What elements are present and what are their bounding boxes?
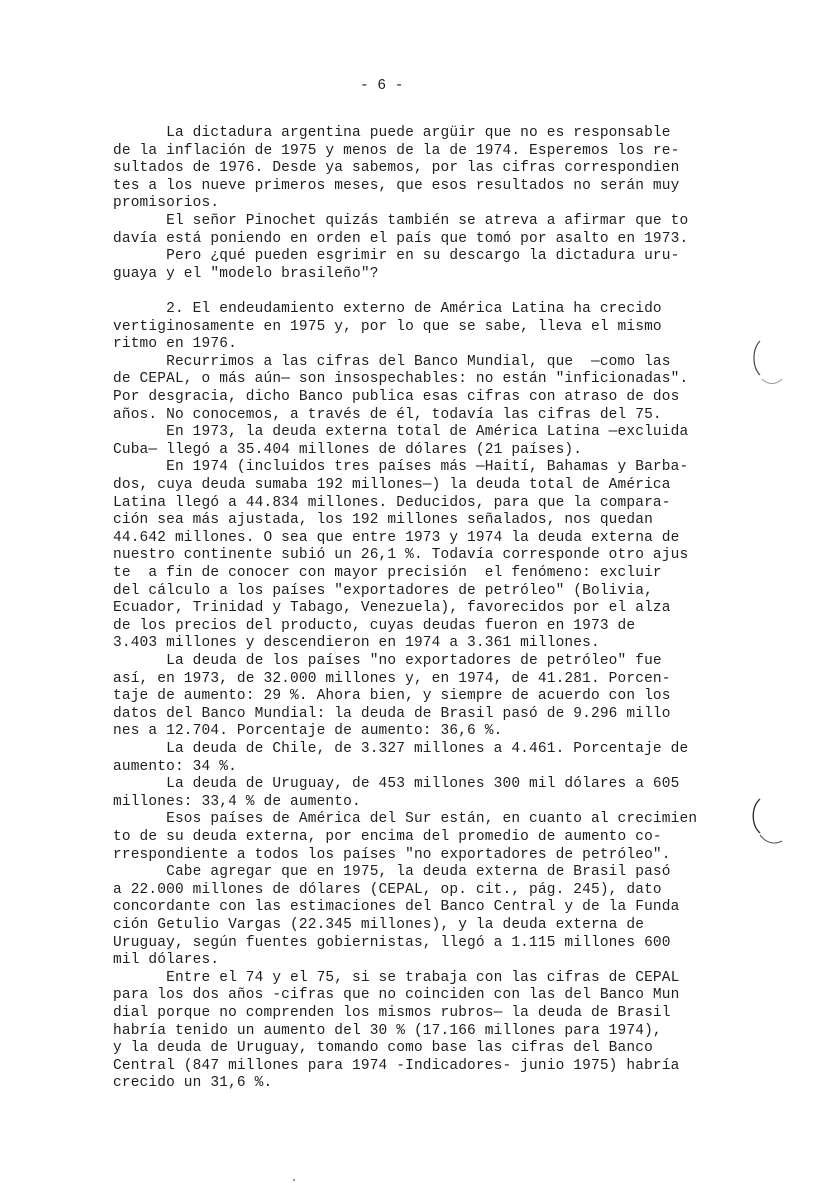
text-line: Pero ¿qué pueden esgrimir en su descargo la dictadura uru- [113,248,680,265]
text-line: taje de aumento: 29 %. Ahora bien, y siempre de acuerdo con los [113,688,671,705]
text-line: En 1973, la deuda externa total de América Latina —excluida [113,424,689,441]
page-number: - 6 - [360,78,404,94]
text-line: dial porque no comprenden los mismos rubros— la deuda de Brasil [113,1005,671,1021]
text-line: de la inflación de 1975 y menos de la de 1974. Esperemos los re- [113,142,680,159]
text-line: 44.642 millones. O sea que entre 1973 y 1974 la deuda externa de [113,529,680,546]
text-line: y la deuda de Uruguay, tomando como base las cifras del Banco [113,1040,653,1057]
text-line: El señor Pinochet quizás también se atreva a afirmar que to [113,213,689,229]
text-line: de CEPAL, o más aún— son insospechables: no están "inficionadas". [113,371,689,388]
text-line: datos del Banco Mundial: la deuda de Brasil pasó de 9.296 millo [113,705,671,722]
text-line: to de su deuda externa, por encima del promedio de aumento co- [113,829,662,845]
text-line: Cabe agregar que en 1975, la deuda externa de Brasil pasó [113,864,671,881]
text-line: davía está poniendo en orden el país que tomó por asalto en 1973. [113,230,689,247]
text-line: La deuda de Uruguay, de 453 millones 300 mil dólares a 605 [113,776,680,793]
text-line: de los precios del producto, cuyas deudas fueron en 1973 de [113,617,636,634]
text-line: Cuba— llegó a 35.404 millones de dólares (21 países). [113,441,583,458]
text-line: La deuda de los países "no exportadores de petróleo" fue [113,653,662,669]
text-line: guaya y el "modelo brasileño"? [113,265,379,282]
text-line: años. No conocemos, a través de él, todavía las cifras del 75. [113,406,662,423]
text-line: Central (847 millones para 1974 -Indicadores- junio 1975) habría [113,1057,680,1074]
text-line: para los dos años -cifras que no coinciden con las del Banco Mun [113,987,680,1004]
text-line: nuestro continente subió un 26,1 %. Todavía corresponde otro ajus [113,547,689,564]
text-line: tes a los nueve primeros meses, que esos resultados no serán muy [113,177,680,194]
text-line: a 22.000 millones de dólares (CEPAL, op. cit., pág. 245), dato [113,881,662,898]
text-line: sultados de 1976. Desde ya sabemos, por las cifras correspondien [113,160,680,177]
text-line: habría tenido un aumento del 30 % (17.166 millones para 1974), [113,1022,662,1039]
text-line: Ecuador, Trinidad y Tabago, Venezuela), favorecidos por el alza [113,600,671,617]
text-line: aumento: 34 %. [113,758,237,775]
text-line: del cálculo a los países "exportadores de petróleo" (Bolivia, [113,582,653,599]
text-line: promisorios. [113,195,220,212]
margin-bracket-mark-upper [748,335,788,395]
text-line: La dictadura argentina puede argüir que no es responsable [113,125,671,141]
text-line: Recurrimos a las cifras del Banco Mundial, que —como las [113,353,671,370]
margin-bracket-mark-lower [748,795,788,851]
text-line: Esos países de América del Sur están, en cuanto al crecimien [113,811,698,828]
scan-speck [292,1178,296,1182]
text-line: rrespondiente a todos los países "no exportadores de petróleo". [113,846,671,863]
text-line: Entre el 74 y el 75, si se trabaja con las cifras de CEPAL [113,969,680,986]
text-line: Por desgracia, dicho Banco publica esas cifras con atraso de dos [113,389,680,405]
text-line: así, en 1973, de 32.000 millones y, en 1974, de 41.281. Porcen- [113,670,671,687]
text-line: nes a 12.704. Porcentaje de aumento: 36,6 %. [113,723,503,740]
text-line: La deuda de Chile, de 3.327 millones a 4.461. Porcentaje de [113,741,689,757]
text-line: vertiginosamente en 1975 y, por lo que se sabe, lleva el mismo [113,318,662,335]
text-line: millones: 33,4 % de aumento. [113,793,361,810]
text-line: En 1974 (incluidos tres países más —Haití, Bahamas y Barba- [113,459,689,476]
text-line: Uruguay, según fuentes gobiernistas, llegó a 1.115 millones 600 [113,934,671,951]
text-line: 3.403 millones y descendieron en 1974 a 3.361 millones. [113,635,600,652]
text-line: 2. El endeudamiento externo de América Latina ha crecido [113,301,662,317]
text-line: crecido un 31,6 %. [113,1075,273,1092]
text-line: mil dólares. [113,952,220,969]
text-line: concordante con las estimaciones del Banco Central y de la Funda [113,899,680,916]
text-line: dos, cuya deuda sumaba 192 millones—) la deuda total de América [113,477,671,493]
text-line: te a fin de conocer con mayor precisión el fenómeno: excluir [113,565,662,581]
text-line: ción Getulio Vargas (22.345 millones), y la deuda externa de [113,917,645,933]
text-line: ritmo en 1976. [113,336,237,353]
text-line: Latina llegó a 44.834 millones. Deducidos, para que la compara- [113,494,671,511]
text-line: ción sea más ajustada, los 192 millones señalados, nos quedan [113,512,653,529]
